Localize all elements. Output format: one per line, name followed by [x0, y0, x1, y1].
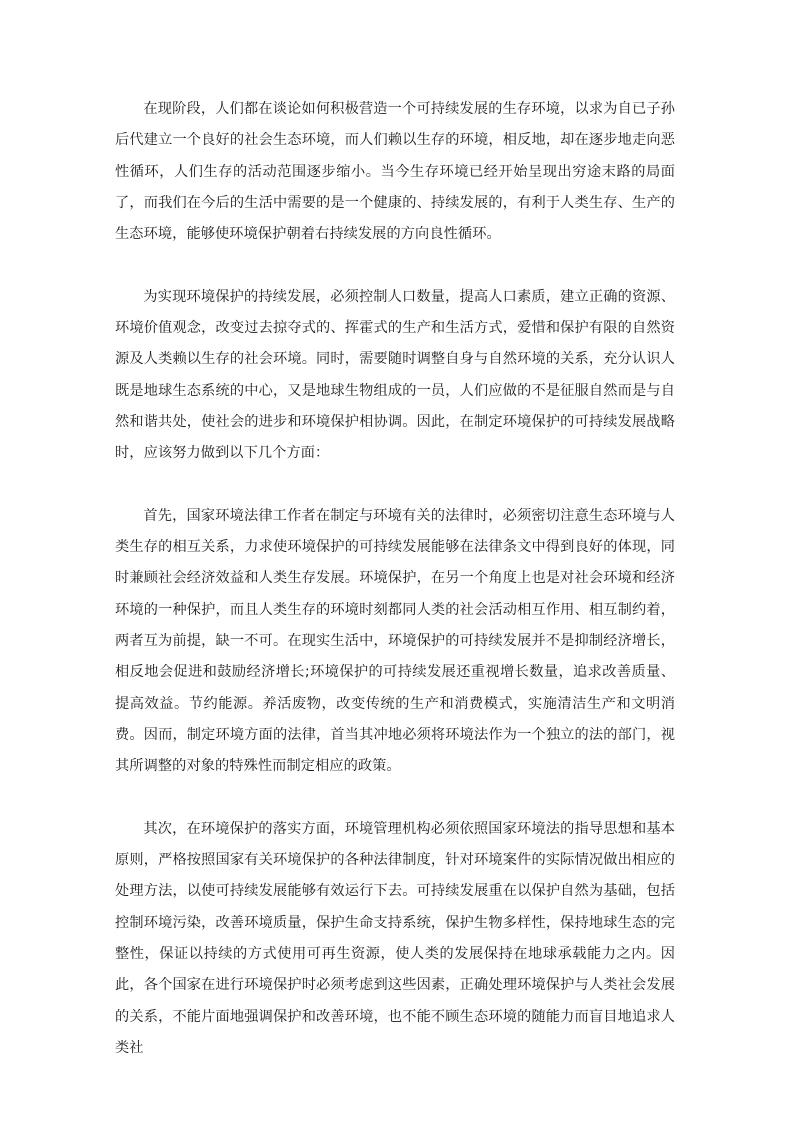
paragraph-first: 首先，国家环境法律工作者在制定与环境有关的法律时，必须密切注意生态环境与人类生存的相互关系，力求使环境保护的可持续发展能够在法律条文中得到良好的体现，同时兼顾社会经济效益和人类生存发展。环境保护，在另一个角度上也是对社会环境和经济环境的一种保护，而且人类生存的环境时刻都同人类的社会活动相互作用、相互制约着，两者互为前提，缺一不可。在现实生活中，环境保护的可持续发展并不是抑制经济增长，相反地会促进和鼓励经济增长;环境保护的可持续发展还重视增长数量，追求改善质量、提高效益。节约能源。养活废物，改变传统的生产和消费模式，实施清洁生产和文明消费。因而，制定环境方面的法律，首当其冲地必须将环境法作为一个独立的法的部门，视其所调整的对象的特殊性而制定相应的政策。: [115, 507, 675, 775]
paragraph-second: 其次，在环境保护的落实方面，环境管理机构必须依照国家环境法的指导思想和基本原则，严格按照国家有关环境保护的各种法律制度，针对环境案件的实际情况做出相应的处理方法，以使可持续发展能够有效运行下去。可持续发展重在以保护自然为基础，包括控制环境污染，改善环境质量，保护生命支持系统，保护生物多样性，保持地球生态的完整性，保证以持续的方式使用可再生资源，使人类的发展保持在地球承载能力之内。因此，各个国家在进行环境保护时必须考虑到这些因素，正确处理环境保护与人类社会发展的关系，不能片面地强调保护和改善环境，也不能不顾生态环境的随能力而盲目地追求人类社: [115, 820, 675, 1056]
paragraph-intro: 在现阶段，人们都在谈论如何积极营造一个可持续发展的生存环境，以求为自已子孙后代建立一个良好的社会生态环境，而人们赖以生存的环境，相反地，却在逐步地走向恶性循环，人们生存的活动范围逐步缩小。当今生存环境已经开始呈现出穷途末路的局面了，而我们在今后的生活中需要的是一个健康的、持续发展的，有利于人类生存、生产的生态环境，能够使环境保护朝着右持续发展的方向良性循环。: [115, 101, 675, 243]
paragraph-strategy: 为实现环境保护的持续发展，必须控制人口数量，提高人口素质，建立正确的资源、环境价值观念，改变过去掠夺式的、挥霍式的生产和生活方式，爱惜和保护有限的自然资源及人类赖以生存的社会环境。同时，需要随时调整自身与自然环境的关系，充分认识人既是地球生态系统的中心，又是地球生物组成的一员，人们应做的不是征服自然而是与自然和谐共处，使社会的进步和环境保护相协调。因此，在制定环境保护的可持续发展战略时，应该努力做到以下几个方面：: [115, 288, 675, 462]
document-body: [115, 94, 675, 1064]
